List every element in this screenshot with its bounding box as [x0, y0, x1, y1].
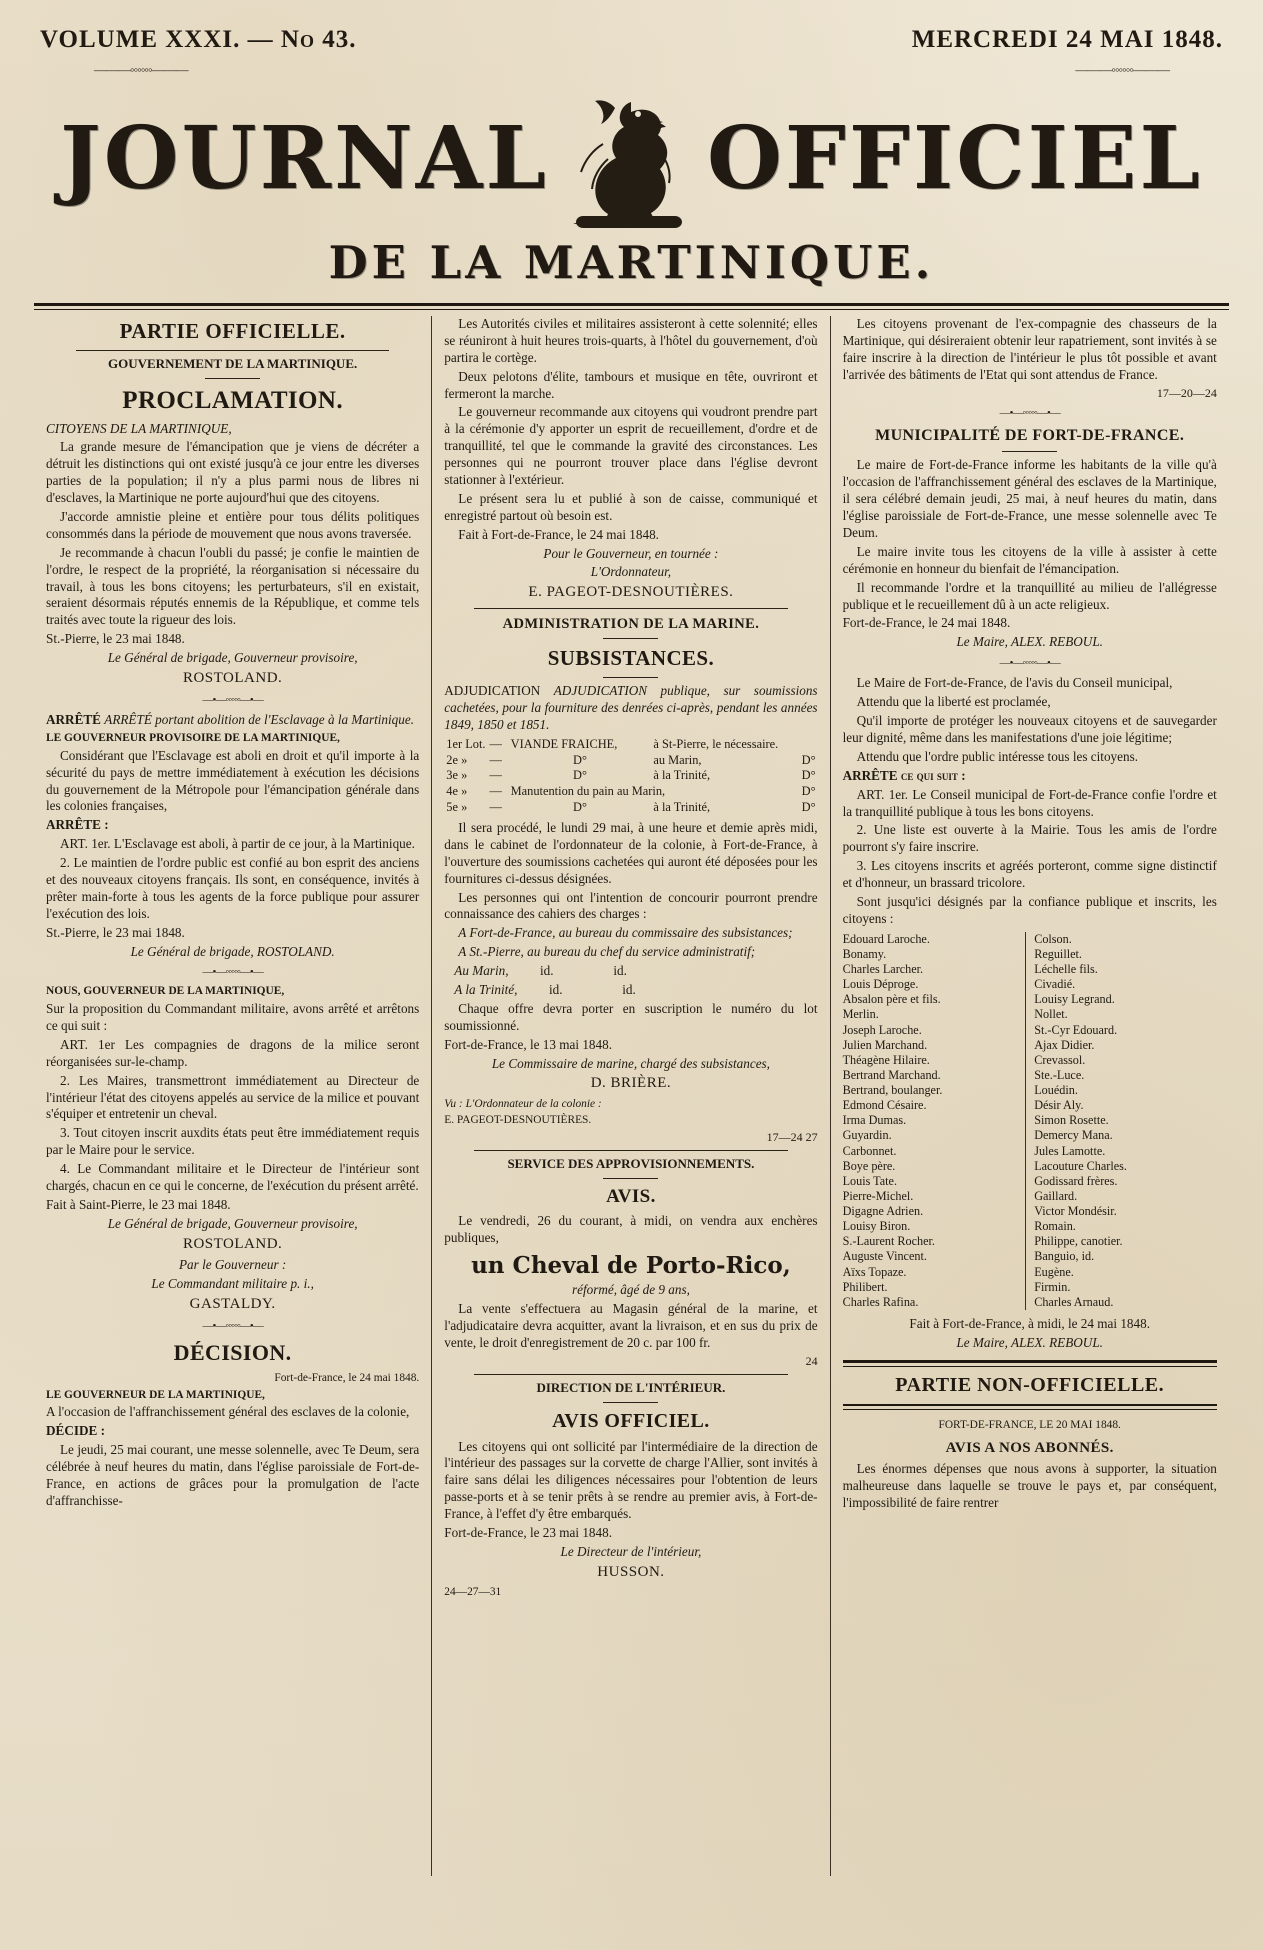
conseil-para-2: Attendu que la liberté est proclamée,	[856, 694, 1051, 710]
divider	[603, 677, 658, 678]
arrete-title: ARRÊTÉ portant abolition de l'Esclavage à la Martinique.	[104, 712, 415, 728]
ornament-right: ———◦◦◦◦◦◦———	[1075, 62, 1169, 77]
column-2	[432, 316, 830, 1876]
citizens-list-left	[843, 932, 1026, 1310]
list-item: Eugène.	[1034, 1264, 1074, 1279]
ornament-separator	[46, 693, 419, 707]
maire-para-2: Le maire invite tous les citoyens de la ville à assister à cette cérémonie en honneur du bienfait de l'émancipation.	[842, 543, 1217, 576]
lot-qty: D°	[801, 752, 816, 767]
partie-officielle-heading: PARTIE OFFICIELLE.	[119, 319, 346, 343]
list-item: Joseph Laroche.	[842, 1022, 922, 1037]
arrete-considerant: Considérant que l'Esclavage est aboli en droit et qu'il importe à la sécurité du pays de mettre immédiatement à exécution les décisions du gouvernement de la Métropole pour l'émancipation générale dans les colonies françaises,	[46, 747, 420, 814]
abonnes-para: Les énormes dépenses que nous avons à supporter, la situation malheureuse dans laquelle se trouve le pays et, par conséquent, l'impossibilité de faire rentrer	[842, 1461, 1217, 1510]
ordonnateur-name: E. PAGEOT-DESNOUTIÈRES.	[528, 584, 734, 601]
milice-article-4: 4. Le Commandant militaire et le Directeur de l'intérieur sont chargés, chacun en ce qui le concerne, de l'exécution du présent arrêté.	[46, 1161, 420, 1193]
citizens-address: CITOYENS DE LA MARTINIQUE,	[46, 420, 232, 436]
list-item: Reguillet.	[1034, 946, 1082, 961]
arrete-subheading: LE GOUVERNEUR PROVISOIRE DE LA MARTINIQUE,	[46, 732, 340, 745]
maire-para-3: Il recommande l'ordre et la tranquillité au milieu de l'allégresse publique et le recueillement dû à un acte religieux.	[842, 579, 1217, 612]
lot-qty: D°	[801, 800, 816, 815]
list-item: Crevassol.	[1034, 1052, 1086, 1067]
list-item: Nollet.	[1034, 1007, 1068, 1022]
ordonnateur-role: L'Ordonnateur,	[590, 564, 672, 580]
rooster-icon	[543, 84, 713, 234]
lot-dash: —	[489, 768, 502, 783]
adjudication-text: ADJUDICATION publique, sur soumissions cachetées, pour la fourniture des denrées ci-après, pendant les années 1849, 1850 et 1851.	[444, 682, 818, 732]
partie-non-officielle-heading: PARTIE NON-OFFICIELLE.	[895, 1373, 1165, 1396]
ceremony-para-5: Fait à Fort-de-France, le 24 mai 1848.	[458, 526, 659, 542]
place-marin-label: Au Marin,	[454, 963, 509, 979]
list-item: Ste.-Luce.	[1034, 1067, 1085, 1082]
divider	[603, 1178, 658, 1179]
direction-interieur-title: DIRECTION DE L'INTÉRIEUR.	[536, 1380, 726, 1396]
list-item: Jules Lamotte.	[1034, 1143, 1106, 1158]
list-item: S.-Laurent Rocher.	[842, 1234, 935, 1249]
list-item: Victor Mondésir.	[1034, 1204, 1117, 1219]
lot-item: VIANDE FRAICHE,	[510, 736, 618, 751]
reference-number: 17—20—24	[1156, 385, 1217, 400]
milice-signature-role: Le Général de brigade, Gouverneur provisoire,	[107, 1215, 358, 1231]
list-item: Louisy Biron.	[842, 1219, 911, 1234]
conseil-para-5: Sont jusqu'ici désignés par la confiance publique et inscrits, les citoyens :	[842, 894, 1217, 926]
avis-officiel-dateline: Fort-de-France, le 23 mai 1848.	[444, 1524, 613, 1540]
lot-dash: —	[489, 752, 502, 767]
list-item: Romain.	[1034, 1219, 1076, 1234]
place-marin-id2: id.	[613, 963, 627, 979]
milice-article-1: ART. 1er Les compagnies de dragons de la milice seront réorganisées sur-le-champ.	[46, 1036, 420, 1069]
lot-place: à la Trinité,	[653, 768, 711, 783]
procedure-para: Il sera procédé, le lundi 29 mai, à une heure et demie après midi, dans le cabinet de l'ordonnateur de la colonie, à Fort-de-France, à l'ouverture des soumissions cachetées qui auront été déposées pour les fournitures ci-dessus désignées.	[444, 820, 818, 886]
chasseurs-para: Les citoyens provenant de l'ex-compagnie des chasseurs de la Martinique, qui désireraient obtenir leur rapatriement, sont invités à se faire inscrire à la direction de l'intérieur le plus tôt possible et avant l'arrivée des bâtiments de l'Etat qui sont attendus de France.	[842, 316, 1217, 382]
ornament-separator	[843, 406, 1217, 420]
arrete-article-1: ART. 1er. L'Esclavage est aboli, à partir de ce jour, à la Martinique.	[60, 836, 415, 852]
list-item: Colson.	[1034, 931, 1072, 946]
issue-date: MERCREDI 24 MAI 1848.	[911, 26, 1223, 53]
lot-number: 4e »	[446, 784, 468, 799]
divider	[843, 1360, 1217, 1367]
divider	[843, 1404, 1217, 1410]
divider	[603, 638, 658, 639]
list-item: Charles Larcher.	[842, 962, 924, 977]
ceremony-para-3: Le gouverneur recommande aux citoyens qui voudront prendre part à la cérémonie d'y apporter un esprit de recueillement, d'ordre et de tranquillité, tel que le commande la gravité des circonstances. Les personnes qui ne pourront trouver place dans l'église devront stationner à l'extérieur.	[444, 404, 818, 488]
list-item: St.-Cyr Edouard.	[1034, 1022, 1118, 1037]
table-row	[444, 737, 817, 753]
proclamation-signature-name: ROSTOLAND.	[182, 669, 283, 686]
place-trinite-id1: id.	[548, 982, 563, 998]
ornament-separator	[46, 965, 419, 979]
avis-officiel-title: AVIS OFFICIEL.	[552, 1409, 710, 1432]
list-item: Philippe, canotier.	[1034, 1234, 1123, 1249]
table-row	[444, 768, 817, 784]
decision-title: DÉCISION.	[173, 1339, 292, 1365]
lots-table	[444, 737, 817, 816]
masthead-line	[34, 26, 1229, 54]
list-item: Charles Arnaud.	[1034, 1294, 1114, 1309]
pour-le-gouverneur: Pour le Gouverneur, en tournée :	[543, 545, 719, 561]
list-item: Charles Rafina.	[842, 1294, 919, 1309]
list-item: Digagne Adrien.	[842, 1204, 924, 1219]
lot-dash: —	[489, 736, 502, 751]
divider	[474, 1374, 787, 1375]
volume-number: VOLUME XXXI. — No 43.	[40, 26, 357, 53]
conseil-para-4: Attendu que l'ordre public intéresse tous les citoyens.	[856, 748, 1139, 764]
list-item: Bonamy.	[842, 946, 887, 961]
commandant-name: GASTALDY.	[189, 1295, 276, 1312]
columns-container	[34, 316, 1229, 1876]
table-row	[444, 784, 817, 800]
lot-number: 3e »	[446, 768, 468, 783]
list-item: Godissard frères.	[1034, 1173, 1118, 1188]
citizens-list-right	[1025, 932, 1217, 1310]
avis-title: AVIS.	[606, 1185, 656, 1207]
place-st-pierre: A St.-Pierre, au bureau du chef du service administratif;	[458, 944, 756, 960]
divider	[205, 378, 260, 379]
conseil-article-1: ART. 1er. Le Conseil municipal de Fort-de-France confie l'ordre et la tranquillité publique à tous les bons citoyens.	[842, 786, 1217, 819]
proclamation-para-2: J'accorde amnistie pleine et entière pour tous délits politiques consommés dans la période de mouvement que nous avons traversée.	[46, 508, 420, 541]
proposition-para: Sur la proposition du Commandant militaire, avons arrêté et arrêtons ce qui suit :	[46, 1001, 420, 1033]
masthead-subtitle: DE LA MARTINIQUE.	[328, 236, 935, 289]
municipalite-title: MUNICIPALITÉ DE FORT-DE-FRANCE.	[875, 427, 1185, 444]
lot-item: D°	[573, 768, 587, 783]
list-item: Bertrand, boulanger.	[842, 1083, 943, 1098]
avis-officiel-para: Les citoyens qui ont sollicité par l'intermédiaire de la direction de l'intérieur des passages sur la corvette de charge l'Allier, sont invités à faire sans délai les diligences nécessaires pour l'obtention de leurs passe-ports et à se tenir prêts à se rendre au premier avis, à Fort-de-France, à l'effet d'y être embarqués.	[444, 1438, 818, 1522]
lot-number: 1er Lot.	[446, 736, 486, 751]
list-item: Léchelle fils.	[1034, 962, 1098, 977]
lot-place: à St-Pierre, le nécessaire.	[653, 736, 779, 751]
title-word-right: OFFICIEL	[706, 107, 1203, 209]
ornament-separator	[46, 1319, 419, 1333]
proclamation-title: PROCLAMATION.	[122, 386, 343, 414]
proclamation-para-3: Je recommande à chacun l'oubli du passé; je confie le maintien de l'ordre, le respect de la propriété, la réorganisation si nécessaire du travail, à tous les bons citoyens; les perturbateurs, s'il en existait, seraient désormais réputés ennemis de la République, et comme tels traités avec toute la rigueur des lois.	[46, 544, 420, 628]
fait-signature: Le Maire, ALEX. REBOUL.	[956, 1334, 1103, 1350]
reference-number: 17—24 27	[766, 1129, 818, 1144]
list-item: Carbonnet.	[842, 1143, 897, 1158]
divider	[603, 1402, 658, 1403]
proclamation-dateline: St.-Pierre, le 23 mai 1848.	[46, 631, 185, 647]
par-le-gouverneur: Par le Gouverneur :	[178, 1256, 287, 1272]
avis-para: Le vendredi, 26 du courant, à midi, on vendra aux enchères publiques,	[444, 1213, 818, 1246]
horse-headline: un Cheval de Porto-Rico,	[471, 1251, 791, 1279]
list-item: Guyardin.	[842, 1128, 892, 1143]
column-3	[831, 316, 1229, 1876]
place-marin-id1: id.	[540, 963, 554, 979]
fort-de-france-dateline: FORT-DE-FRANCE, LE 20 MAI 1848.	[938, 1419, 1121, 1432]
list-item: Aïxs Topaze.	[842, 1264, 907, 1279]
list-item: Absalon père et fils.	[842, 992, 941, 1007]
subsistances-dateline: Fort-de-France, le 13 mai 1848.	[444, 1036, 613, 1052]
directeur-name: HUSSON.	[597, 1563, 665, 1580]
divider	[76, 350, 389, 351]
list-item: Théagène Hilaire.	[842, 1052, 930, 1067]
milice-article-3: 3. Tout citoyen inscrit auxdits états peut être immédiatement requis par le Maire pour le service.	[46, 1125, 420, 1158]
ceremony-para-2: Deux pelotons d'élite, tambours et musique en tête, ouvriront et fermeront la marche.	[444, 368, 818, 401]
vu-line: Vu : L'Ordonnateur de la colonie :	[444, 1097, 602, 1110]
list-item: Merlin.	[842, 1007, 879, 1022]
subsistances-title: SUBSISTANCES.	[547, 646, 715, 671]
gouvernement-heading: GOUVERNEMENT DE LA MARTINIQUE.	[108, 355, 358, 371]
list-item: Louédin.	[1034, 1083, 1078, 1098]
administration-marine-title: ADMINISTRATION DE LA MARINE.	[502, 615, 760, 632]
proclamation-signature-role: Le Général de brigade, Gouverneur provisoire,	[107, 650, 358, 666]
connaissance-para: Les personnes qui ont l'intention de concourir pourront prendre connaissance des cahiers des charges :	[444, 889, 818, 922]
proclamation-para-1: La grande mesure de l'émancipation que je viens de décréter a détruit les distinctions qui ont existé jusqu'à ce jour entre les diverses parties de la population; il n'y a plus parmi nous de libres ni d'esclaves, la Martinique ne porte aujourd'hui que des citoyens.	[46, 439, 420, 506]
reference-number: 24—27—31	[444, 1585, 502, 1598]
divider	[474, 608, 787, 609]
divider	[474, 1150, 787, 1151]
commissaire-name: D. BRIÈRE.	[590, 1075, 672, 1092]
vu-signature: E. PAGEOT-DESNOUTIÈRES.	[444, 1114, 592, 1127]
arrete-article-2: 2. Le maintien de l'ordre public est confié au bon esprit des anciens et des nouveaux citoyens français. Ils sont, en conséquence, invités à prêter main-forte à tous les agents de la force publique pour assurer l'exécution des lois.	[46, 855, 420, 921]
conseil-para-1: Le Maire de Fort-de-France, de l'avis du Conseil municipal,	[856, 675, 1173, 691]
lot-item: D°	[573, 752, 587, 767]
list-item: Banguio, id.	[1034, 1249, 1095, 1264]
maire-signature: Le Maire, ALEX. REBOUL.	[956, 634, 1103, 650]
masthead-divider	[34, 303, 1229, 310]
list-item: Auguste Vincent.	[842, 1249, 927, 1264]
decision-para-2: Le jeudi, 25 mai courant, une messe solennelle, avec Te Deum, sera célébrée à neuf heures du matin, dans l'église paroissiale de Fort-de-France, en actions de grâces pour la promulgation de l'acte d'affranchisse-	[46, 1442, 420, 1508]
ornament-left: ———◦◦◦◦◦◦———	[94, 62, 188, 77]
milice-dateline: Fait à Saint-Pierre, le 23 mai 1848.	[46, 1196, 231, 1212]
title-word-left: JOURNAL	[60, 107, 549, 209]
table-row	[444, 753, 817, 769]
list-item: Philibert.	[842, 1279, 888, 1294]
conseil-article-3: 3. Les citoyens inscrits et agréés porteront, comme signe distinctif et d'honneur, un brassard tricolore.	[842, 858, 1217, 891]
nous-gouverneur-heading: NOUS, GOUVERNEUR DE LA MARTINIQUE,	[46, 985, 285, 998]
list-item: Civadié.	[1034, 977, 1076, 992]
list-item: Bertrand Marchand.	[842, 1067, 941, 1082]
ornament-separator	[843, 656, 1217, 670]
milice-article-2: 2. Les Maires, transmettront immédiatement au Directeur de l'intérieur l'état des citoyens appelés au service de la milice et pouvant s'équiper et entretenir un cheval.	[46, 1072, 420, 1122]
adjudication-label: ADJUDICATION	[444, 682, 554, 698]
reference-number: 24	[805, 1353, 818, 1368]
commandant-role: Le Commandant militaire p. i.,	[151, 1275, 314, 1291]
list-item: Julien Marchand.	[842, 1037, 928, 1052]
place-trinite-id2: id.	[622, 982, 636, 998]
lot-number: 2e »	[446, 752, 468, 767]
decision-dateline: Fort-de-France, le 24 mai 1848.	[274, 1372, 420, 1385]
lot-item: D°	[573, 800, 587, 815]
list-item: Ajax Didier.	[1034, 1037, 1095, 1052]
maire-para-1: Le maire de Fort-de-France informe les habitants de la ville qu'à l'occasion de l'affranchissement général des esclaves de la Martinique, il sera célébré demain jeudi, 25 mai, à neuf heures du matin, dans l'église paroissiale de Fort-de-France, une messe solennelle avec Te Deum.	[842, 457, 1217, 541]
column-1	[34, 316, 432, 1876]
title-block	[34, 84, 1229, 289]
list-item: Edouard Laroche.	[842, 931, 930, 946]
list-item: Firmin.	[1034, 1279, 1071, 1294]
masthead-title	[34, 84, 1229, 234]
list-item: Boye père.	[842, 1158, 896, 1173]
horse-description: réformé, âgé de 9 ans,	[571, 1282, 690, 1298]
approvisionnements-title: SERVICE DES APPROVISIONNEMENTS.	[507, 1156, 755, 1172]
conseil-article-2: 2. Une liste est ouverte à la Mairie. Tous les amis de l'ordre pourront s'y faire inscrire.	[842, 822, 1217, 855]
place-trinite-label: A la Trinité,	[454, 982, 518, 998]
decide-word: DÉCIDE :	[46, 1423, 105, 1439]
lot-place: à la Trinité,	[653, 800, 711, 815]
arrete-label: ARRÊTÉ	[46, 712, 105, 728]
arrete-word: ARRÊTE :	[46, 817, 109, 833]
lot-item: Manutention du pain au Marin,	[510, 784, 666, 799]
list-item: Lacouture Charles.	[1034, 1158, 1127, 1173]
lot-qty: D°	[801, 768, 816, 783]
milice-signature-name: ROSTOLAND.	[182, 1235, 283, 1252]
decision-para-1: A l'occasion de l'affranchissement général des esclaves de la colonie,	[46, 1404, 410, 1420]
list-item: Simon Rosette.	[1034, 1113, 1109, 1128]
lot-number: 5e »	[446, 800, 468, 815]
list-item: Louis Tate.	[842, 1173, 897, 1188]
conseil-para-3: Qu'il importe de protéger les nouveaux citoyens et de sauvegarder leur dignité, même dans les manifestations d'une joie légitime;	[842, 713, 1217, 746]
fait-line: Fait à Fort-de-France, à midi, le 24 mai 1848.	[909, 1315, 1151, 1331]
lot-dash: —	[489, 784, 502, 799]
list-item: Gaillard.	[1034, 1188, 1078, 1203]
vente-para: La vente s'effectuera au Magasin général de la marine, et l'adjudicataire devra acquitter, avant la livraison, et en sus du prix de vente, le droit d'enregistrement de 20 c. par 100 fr.	[444, 1301, 818, 1351]
list-item: Louisy Legrand.	[1034, 992, 1115, 1007]
conseil-arrete-label: ARRÊTE ce qui suit :	[842, 767, 966, 783]
list-item: Pierre-Michel.	[842, 1188, 914, 1203]
directeur-role: Le Directeur de l'intérieur,	[560, 1543, 702, 1559]
place-marin	[444, 963, 817, 980]
ceremony-para-4: Le présent sera lu et publié à son de caisse, communiqué et enregistré partout où besoin est.	[444, 490, 818, 523]
lot-qty: D°	[801, 784, 816, 799]
avis-abonnes-title: AVIS A NOS ABONNÉS.	[945, 1439, 1114, 1456]
lot-place: au Marin,	[653, 752, 702, 767]
citizens-list	[843, 932, 1217, 1310]
offre-para: Chaque offre devra porter en suscription le numéro du lot soumissionné.	[444, 1000, 818, 1033]
ornament-row	[34, 62, 1229, 78]
place-fort-de-france: A Fort-de-France, au bureau du commissaire des subsistances;	[458, 925, 793, 941]
list-item: Désir Aly.	[1034, 1098, 1084, 1113]
ceremony-para-1: Les Autorités civiles et militaires assisteront à cette solennité; elles se réuniront à huit heures trois-quarts, à l'hôtel du gouvernement, d'où partira le cortège.	[444, 316, 818, 365]
list-item: Irma Dumas.	[842, 1113, 907, 1128]
arrete-signature: Le Général de brigade, ROSTOLAND.	[130, 943, 335, 959]
list-item: Louis Déproge.	[842, 977, 919, 992]
list-item: Edmond Césaire.	[842, 1098, 927, 1113]
commissaire-role: Le Commissaire de marine, chargé des subsistances,	[491, 1055, 770, 1071]
arrete-dateline: St.-Pierre, le 23 mai 1848.	[46, 924, 185, 940]
table-row	[444, 800, 817, 816]
maire-dateline: Fort-de-France, le 24 mai 1848.	[842, 615, 1011, 631]
lot-dash: —	[489, 800, 502, 815]
list-item: Demercy Mana.	[1034, 1128, 1113, 1143]
divider	[1002, 451, 1057, 452]
place-trinite	[444, 982, 817, 999]
decision-subheading: LE GOUVERNEUR DE LA MARTINIQUE,	[46, 1388, 265, 1401]
